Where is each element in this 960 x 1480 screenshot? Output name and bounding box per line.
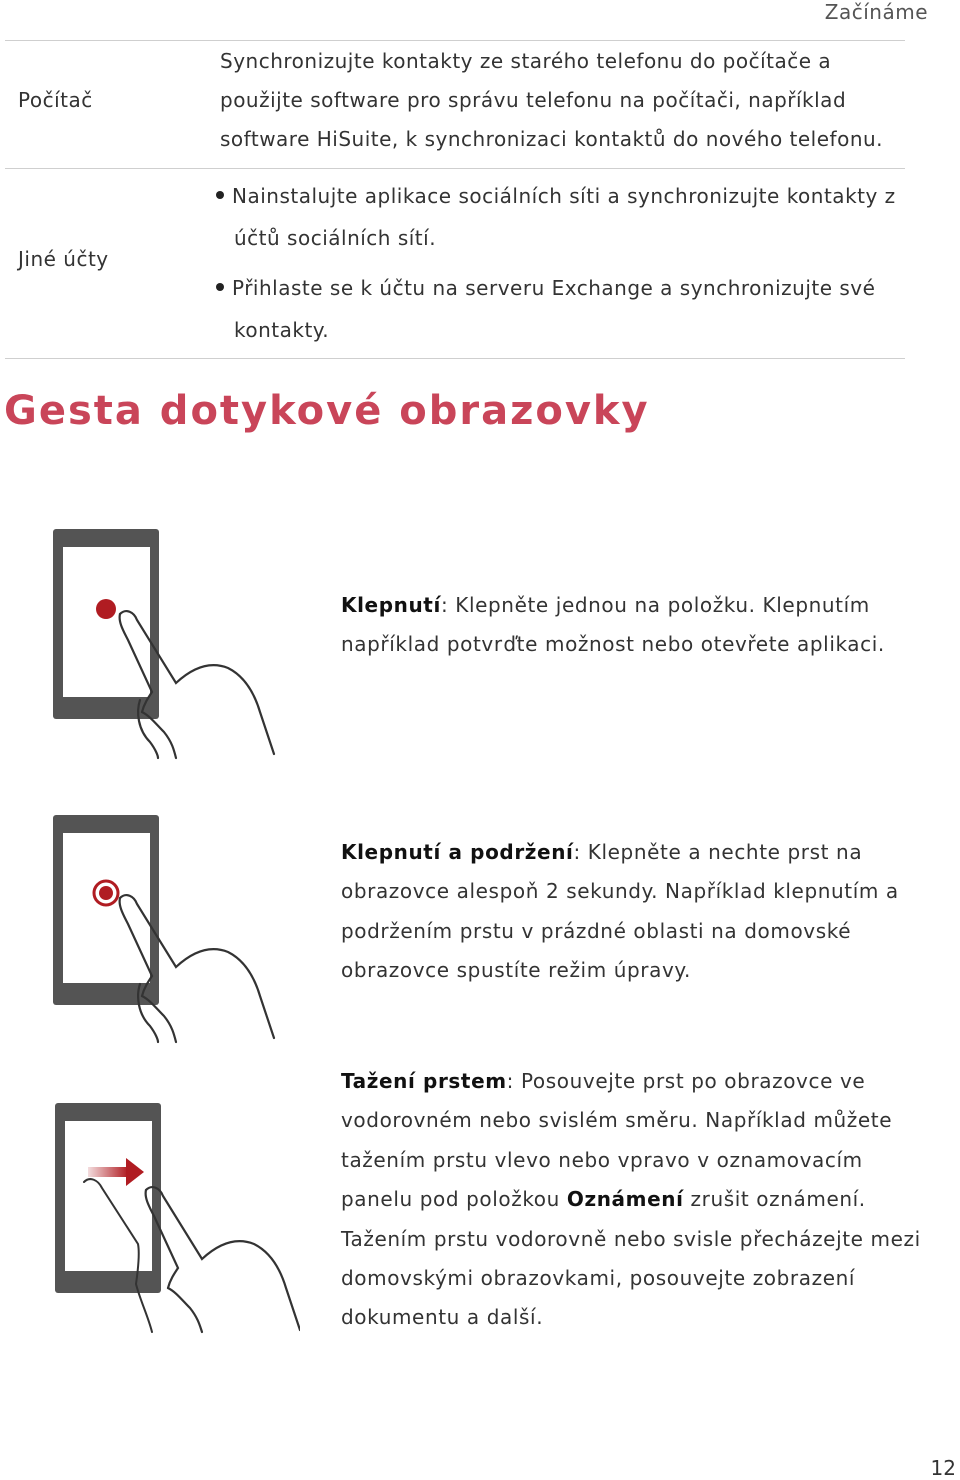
section-title: Gesta dotykové obrazovky [4, 388, 650, 434]
gesture-tap-description: Klepnutí: Klepněte jednou na položku. Klepnutím například potvrďte možnost nebo otevřete aplikaci. [341, 593, 885, 657]
gesture-tap-hold-description: Klepnutí a podržení: Klepněte a nechte prst na obrazovce alespoň 2 sekundy. Například klepnutím a podržením prstu v prázdné oblasti na domovské obrazovce spustíte režim úpravy. [341, 840, 899, 983]
bullet-dot-icon [216, 191, 224, 199]
row-label-computer: Počítač [18, 88, 93, 112]
list-item: Nainstalujte aplikace sociálních síti a synchronizujte kontakty z účtů sociálních sítí. [216, 175, 906, 259]
notifications-label: Oznámení [566, 1187, 684, 1212]
row-label-other-accounts: Jiné účty [18, 247, 109, 271]
gesture-term: Klepnutí [341, 593, 441, 617]
row-text-computer: Synchronizujte kontakty ze starého telefonu do počítače a použijte software pro správu telefonu na počítači, například software HiSuite, k synchronizaci kontaktů do nového telefonu. [220, 49, 884, 151]
swipe-gesture-icon [40, 1094, 300, 1339]
bullet-dot-icon [216, 283, 224, 291]
header-section-title: Začínáme [824, 0, 928, 24]
table-rule-bottom [5, 358, 905, 359]
gesture-term: Klepnutí a podržení [341, 840, 574, 864]
tap-gesture-icon [40, 520, 290, 765]
gesture-swipe-description: Tažení prstem: Posouvejte prst po obrazovce ve vodorovném nebo svislém směru. Například můžete tažením prstu vlevo nebo vpravo v oznamovacím panelu pod položkou Oznámení zrušit oznámení. Tažením prstu vodorovně nebo svisle přecházejte mezi domovskými obrazovkami, posouvejte zobrazení dokumentu a další. [341, 1069, 921, 1330]
gesture-term: Tažení prstem [341, 1069, 507, 1093]
list-item: Přihlaste se k účtu na serveru Exchange a synchronizujte své kontakty. [216, 267, 906, 351]
tap-hold-gesture-icon [40, 806, 290, 1051]
page-number: 12 [930, 1456, 956, 1480]
table-rule-middle [5, 168, 905, 169]
table-rule-top [5, 40, 905, 41]
